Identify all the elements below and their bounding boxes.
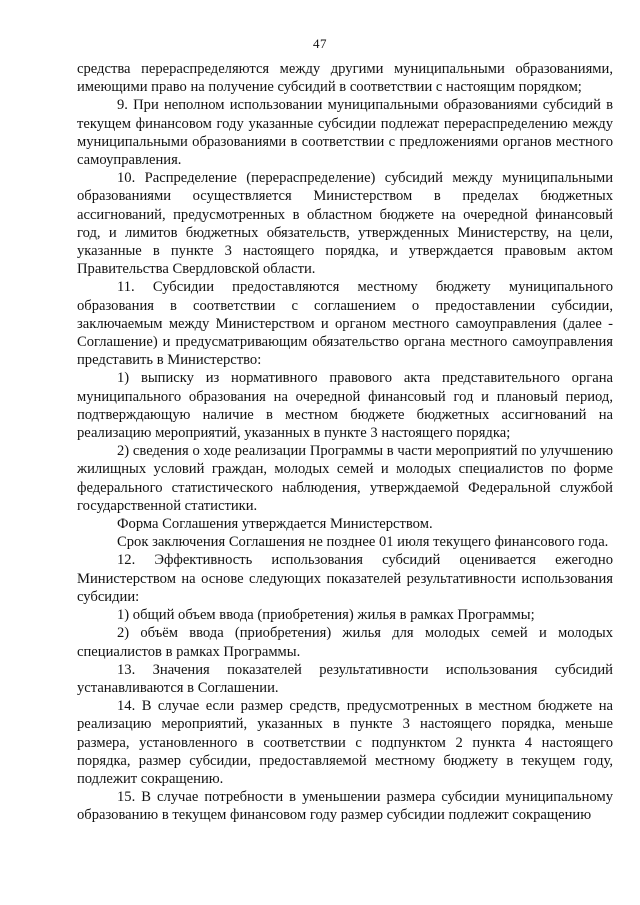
paragraph-agreement-form: Форма Соглашения утверждается Министерством. <box>117 516 433 533</box>
page-number: 47 <box>313 36 327 51</box>
document-body <box>77 60 613 825</box>
subparagraph-11-2: 2) сведения о ходе реализации Программы в части мероприятий по улучшению жилищных условий граждан, молодых семей и молодых специалистов по форме федерального статистического наблюдения, утверждаемой Федеральной службой государственной статистики. <box>77 443 613 514</box>
paragraph-item-9: 9. При неполном использовании муниципальными образованиями субсидий в текущем финансовом году указанные субсидии подлежат перераспределению между муниципальными образованиями в соответствии с предложениями органов местного самоуправления. <box>77 97 613 169</box>
paragraph-item-12: 12. Эффективность использования субсидий оценивается ежегодно Министерством на основе следующих показателей результативности использования субсидии: <box>77 552 613 605</box>
paragraph-item-13: 13. Значения показателей результативности использования субсидий устанавливаются в Соглашении. <box>77 661 613 696</box>
subparagraph-12-1: 1) общий объем ввода (приобретения) жилья в рамках Программы; <box>117 607 535 624</box>
paragraph-item-14: 14. В случае если размер средств, предусмотренных в местном бюджете на реализацию мероприятий, указанных в пункте 3 настоящего порядка, меньше размера, установленного в соответствии с подпунктом 2 пункта 4 настоящего порядка, размер субсидии, предоставляемой местному бюджету в текущем году, подлежит сокращению. <box>77 698 613 787</box>
paragraph-item-10: 10. Распределение (перераспределение) субсидий между муниципальными образованиями осуществляется Министерством в пределах бюджетных ассигнований, предусмотренных в областном бюджете на очередной финансовый год, и лимитов бюджетных обязательств, утвержденных Министерству, на цели, указанные в пункте 3 настоящего порядка, и утверждается правовым актом Правительства Свердловской области. <box>77 170 613 278</box>
paragraph-continuation: средства перераспределяются между другими муниципальными образованиями, имеющими право на получение субсидий в соответствии с настоящим порядком; <box>77 61 613 96</box>
subparagraph-12-2: 2) объём ввода (приобретения) жилья для молодых семей и молодых специалистов в рамках Программы. <box>77 625 613 660</box>
paragraph-agreement-deadline: Срок заключения Соглашения не позднее 01 июля текущего финансового года. <box>117 534 609 551</box>
paragraph-item-11: 11. Субсидии предоставляются местному бюджету муниципального образования в соответствии с соглашением о предоставлении субсидии, заключаемым между Министерством и органом местного самоуправления (далее - Соглашение) и предусматривающим обязательство органа местного самоуправления представить в Министерство: <box>77 279 613 369</box>
subparagraph-11-1: 1) выписку из нормативного правового акта представительного органа муниципального образования на очередной финансовый год и плановый период, подтверждающую наличие в местном бюджете бюджетных ассигнований на реализацию мероприятий, указанных в пункте 3 настоящего порядка; <box>77 370 613 442</box>
paragraph-item-15: 15. В случае потребности в уменьшении размера субсидии муниципальному образованию в текущем финансовом году размер субсидии подлежит сокращению <box>77 789 613 824</box>
